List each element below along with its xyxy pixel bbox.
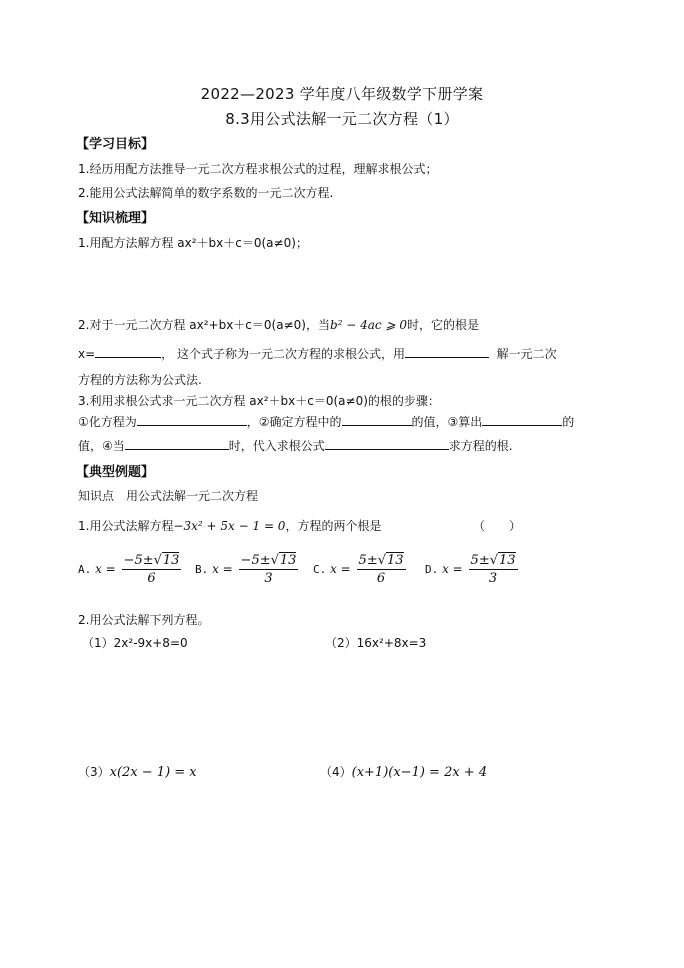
q2-suffix: 时，它的根是 xyxy=(406,318,479,332)
sub-equation: 2x²-9x+8=0 xyxy=(113,636,188,650)
fraction-numerator: −5± xyxy=(123,553,154,568)
example-q2: 2.用公式法解下列方程。 xyxy=(78,613,210,627)
method-blank[interactable] xyxy=(405,345,489,358)
discriminant-blank[interactable] xyxy=(482,413,562,426)
step4-end: 求方程的根. xyxy=(448,439,513,453)
radicand: 13 xyxy=(387,553,404,568)
option-lhs: x = xyxy=(212,562,233,576)
fraction-numerator: 5± xyxy=(358,553,378,568)
sub-problem-3 xyxy=(78,763,197,780)
option-b[interactable] xyxy=(195,553,300,586)
examples-heading: 【典型例题】 xyxy=(76,465,155,480)
formula-blank[interactable] xyxy=(95,345,161,358)
knowledge-q2-line3: 方程的方法称为公式法. xyxy=(78,373,202,387)
q1-suffix: ，方程的两个根是 xyxy=(285,519,382,533)
option-a[interactable] xyxy=(78,553,183,586)
sub-label: （2） xyxy=(325,636,357,650)
option-lhs: x = xyxy=(95,562,116,576)
q2-mid-text: ， 这个式子称为一元二次方程的求根公式，用 xyxy=(161,347,405,361)
objective-item: 1.经历用配方法推导一元二次方程求根公式的过程，理解求根公式； xyxy=(78,162,438,176)
fraction-denominator: 6 xyxy=(147,571,156,586)
knowledge-q3: 3.利用求根公式求一元二次方程 ax²＋bx＋c＝0(a≠0)的根的步骤： xyxy=(78,394,440,408)
lesson-title: 8.3用公式法解一元二次方程（1） xyxy=(225,110,459,128)
sub-problem-4 xyxy=(320,763,487,780)
objective-item: 2.能用公式法解简单的数字系数的一元二次方程. xyxy=(78,186,334,200)
q2-end-text: 解一元二次 xyxy=(496,347,557,361)
knowledge-q3-line3 xyxy=(78,437,513,454)
step3-end: 的 xyxy=(562,415,575,429)
knowledge-q2-line2 xyxy=(78,345,557,362)
option-label: D. xyxy=(425,563,439,576)
fraction-denominator: 6 xyxy=(376,571,386,586)
step1-text: ①化方程为 xyxy=(78,415,137,429)
sub-label: （1） xyxy=(82,636,114,650)
sub-problem-1 xyxy=(82,634,188,651)
step3-text: 的值，③算出 xyxy=(411,415,483,429)
option-lhs: x = xyxy=(330,562,351,576)
fraction-numerator: −5± xyxy=(240,553,271,568)
fraction: $\frac{-5\pm√13}{3}$ xyxy=(240,553,297,586)
fraction: $\frac{5\pm√13}{3}$ xyxy=(470,553,516,586)
option-label: A. xyxy=(78,563,92,576)
option-d[interactable] xyxy=(425,553,520,586)
option-label: C. xyxy=(313,563,327,576)
option-label: B. xyxy=(195,563,209,576)
fraction-numerator: 5± xyxy=(470,553,490,568)
sub-problem-2 xyxy=(325,634,426,651)
option-c[interactable] xyxy=(313,553,408,586)
sub-equation: x(2x − 1) = x xyxy=(109,765,197,780)
answer-paren[interactable]: （ ） xyxy=(473,519,522,533)
knowledge-q1: 1.用配方法解方程 ax²＋bx＋c＝0(a≠0)； xyxy=(78,236,308,250)
fraction-denominator: 3 xyxy=(488,571,498,586)
formula-substitute-blank[interactable] xyxy=(325,437,449,450)
topic-line: 知识点 用公式法解一元二次方程 xyxy=(78,489,259,503)
fraction: $\frac{5\pm√13}{6}$ xyxy=(358,553,404,586)
standard-form-blank[interactable] xyxy=(137,413,247,426)
sub-label: （4） xyxy=(320,765,352,779)
knowledge-q3-line2 xyxy=(78,413,574,430)
q1-equation: −3x² + 5x − 1 = 0 xyxy=(173,519,286,533)
coefficients-blank[interactable] xyxy=(342,413,412,426)
step4-text: 值，④当 xyxy=(78,439,125,453)
knowledge-heading: 【知识梳理】 xyxy=(76,211,155,226)
page-title: 2022—2023 学年度八年级数学下册学案 xyxy=(200,85,484,103)
option-lhs: x = xyxy=(442,562,463,576)
q2-x-label: x= xyxy=(78,347,96,361)
fraction: $\frac{-5\pm√13}{6}$ xyxy=(123,553,180,586)
knowledge-q2-line1 xyxy=(78,316,479,333)
sub-equation: (x+1)(x−1) = 2x + 4 xyxy=(351,765,488,780)
condition-blank[interactable] xyxy=(125,437,229,450)
radicand: 13 xyxy=(162,553,180,568)
q1-prefix: 1.用公式法解方程 xyxy=(78,519,174,533)
step2-text: ，②确定方程中的 xyxy=(246,415,342,429)
q2-condition: b² − 4ac ⩾ 0 xyxy=(329,318,407,332)
objectives-heading: 【学习目标】 xyxy=(76,137,155,152)
step4-mid: 时，代入求根公式 xyxy=(228,439,325,453)
q2-prefix: 2.对于一元二次方程 ax²+bx＋c＝0(a≠0)，当 xyxy=(78,318,330,332)
radicand: 13 xyxy=(499,553,516,568)
sub-equation: 16x²+8x=3 xyxy=(356,636,427,650)
radicand: 13 xyxy=(279,553,297,568)
example-q1 xyxy=(78,517,381,534)
sub-label: （3） xyxy=(78,765,110,779)
fraction-denominator: 3 xyxy=(264,571,273,586)
